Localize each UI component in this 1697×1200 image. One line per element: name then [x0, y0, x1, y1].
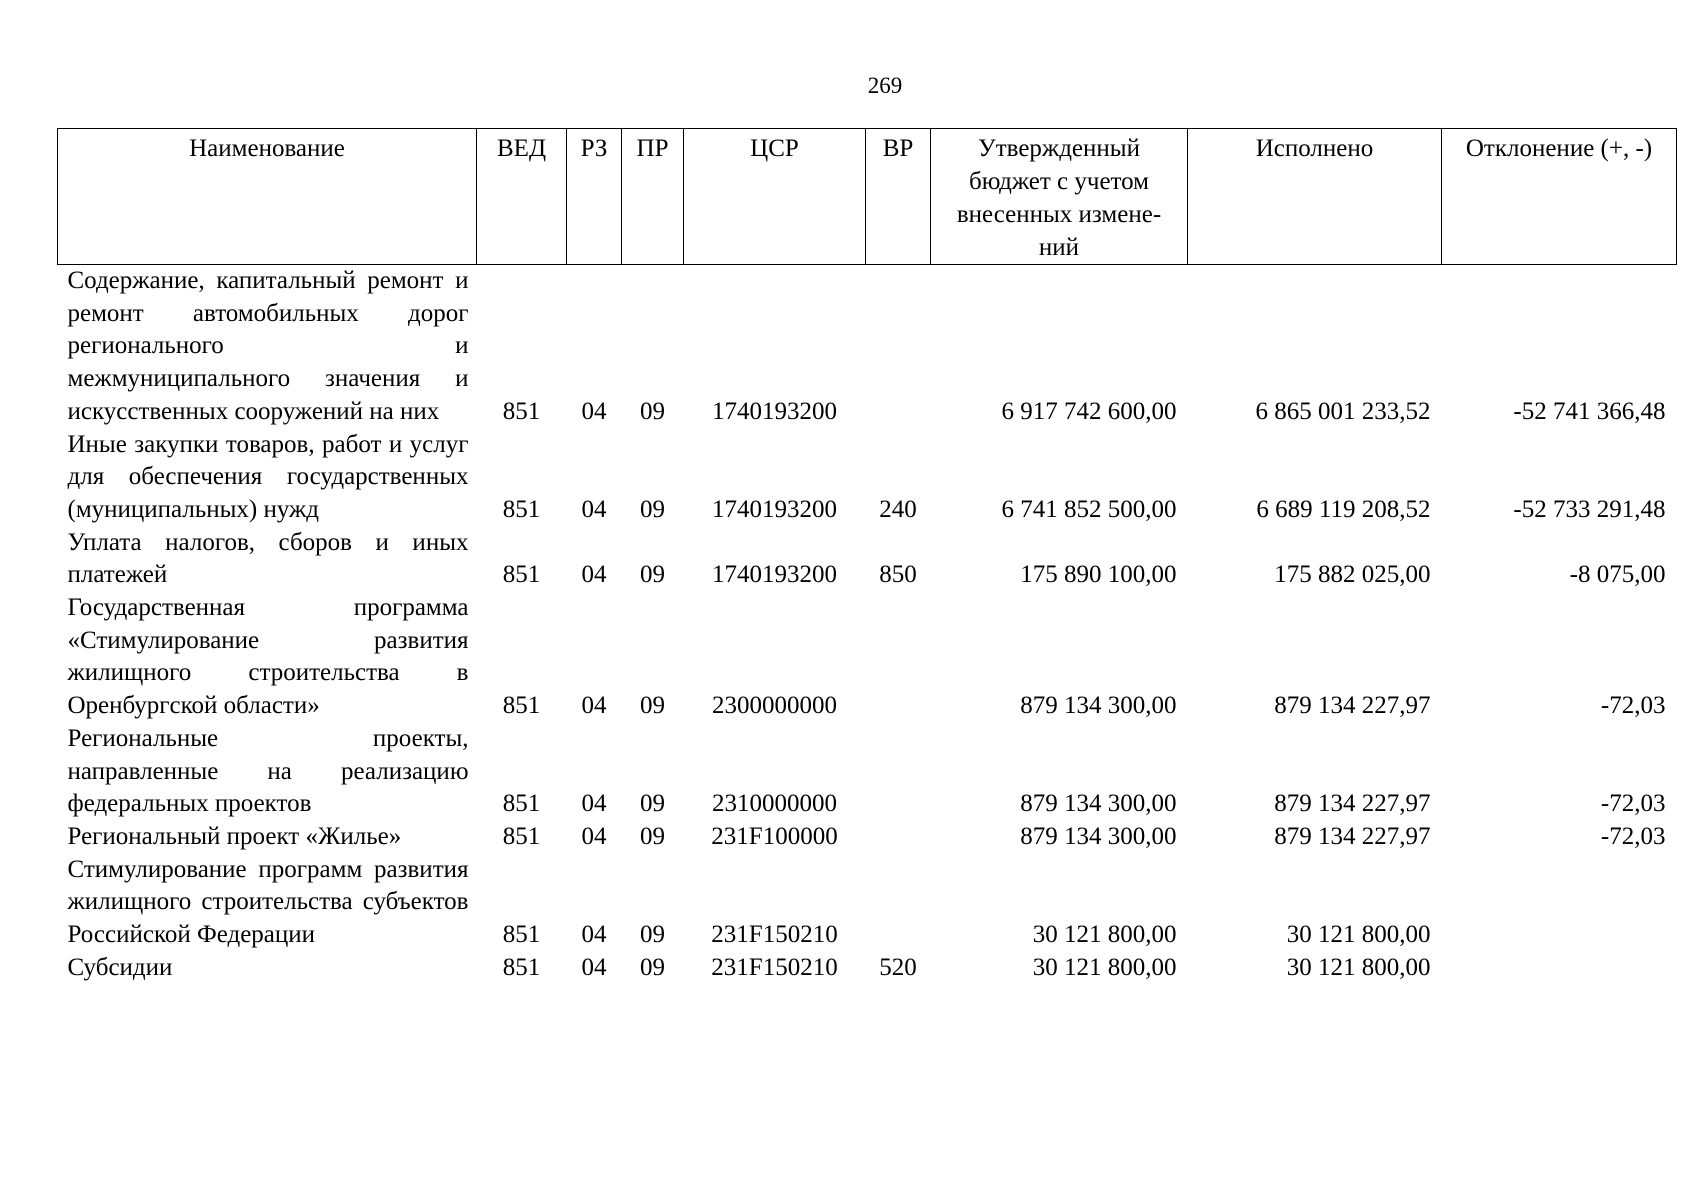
- row-executed: 879 134 227,97: [1274, 692, 1431, 720]
- table-header: [58, 129, 1677, 265]
- row-executed: 879 134 227,97: [1274, 790, 1431, 818]
- budget-execution-table: [57, 128, 1677, 984]
- page-number: 269: [867, 73, 903, 98]
- row-vr: [866, 592, 931, 723]
- row-rz: 04: [581, 495, 607, 523]
- row-deviation: -72,03: [1600, 692, 1666, 720]
- row-name: Содержание, капитальный ремонт и ремонт автомобильных дорог регионального и межмуниципального значения и искусственных сооружений на них: [67, 267, 469, 425]
- row-rz: 04: [581, 561, 607, 589]
- row-name: Субсидии: [67, 953, 173, 981]
- row-ved: 851: [502, 822, 541, 850]
- table-body: [58, 265, 1677, 985]
- header-pr: ПР: [622, 129, 684, 265]
- header-name: Наименование: [58, 129, 477, 265]
- header-ved: ВЕД: [477, 129, 567, 265]
- row-deviation: -52 733 291,48: [1513, 495, 1666, 523]
- row-vr: [866, 265, 931, 429]
- row-rz: 04: [581, 822, 607, 850]
- row-rz: 04: [581, 953, 607, 981]
- row-vr: 240: [879, 495, 917, 523]
- row-ved: 851: [502, 397, 541, 425]
- row-csr: 231F150210: [711, 953, 838, 981]
- row-name: Уплата налогов, сборов и иных платежей: [67, 528, 469, 589]
- row-executed: 30 121 800,00: [1286, 953, 1431, 981]
- row-ved: 851: [502, 692, 541, 720]
- row-rz: 04: [581, 790, 607, 818]
- row-name: Государственная программа «Стимулирование развития жилищного строительства в Оренбургской области»: [67, 594, 469, 720]
- row-rz: 04: [581, 921, 607, 949]
- row-csr: 1740193200: [712, 495, 837, 523]
- row-vr: [866, 821, 931, 854]
- row-executed: 30 121 800,00: [1286, 921, 1431, 949]
- header-approved: Утвержденный бюджет с учетом внесенных измене-ний: [931, 129, 1188, 265]
- table-row: [58, 952, 1677, 985]
- row-approved: 6 917 742 600,00: [1001, 397, 1177, 425]
- table-row: [58, 592, 1677, 723]
- row-csr: 231F100000: [711, 822, 838, 850]
- row-approved: 879 134 300,00: [1020, 790, 1177, 818]
- row-executed: 6 689 119 208,52: [1256, 495, 1431, 523]
- row-deviation: [1442, 952, 1677, 985]
- row-pr: 09: [640, 495, 665, 523]
- table-row: [58, 854, 1677, 952]
- row-csr: 2310000000: [712, 790, 837, 818]
- row-rz: 04: [581, 397, 607, 425]
- row-csr: 1740193200: [712, 397, 837, 425]
- row-approved: 6 741 852 500,00: [1001, 495, 1177, 523]
- row-executed: 175 882 025,00: [1274, 561, 1431, 589]
- row-csr: 1740193200: [712, 561, 837, 589]
- table-row: [58, 821, 1677, 854]
- header-csr: ЦСР: [684, 129, 866, 265]
- row-csr: 231F150210: [711, 921, 838, 949]
- row-executed: 879 134 227,97: [1274, 822, 1431, 850]
- table-row: [58, 527, 1677, 592]
- row-name: Региональный проект «Жилье»: [67, 822, 402, 850]
- row-approved: 879 134 300,00: [1020, 692, 1177, 720]
- row-ved: 851: [502, 921, 541, 949]
- row-pr: 09: [640, 397, 665, 425]
- row-pr: 09: [640, 921, 665, 949]
- row-approved: 879 134 300,00: [1020, 822, 1177, 850]
- row-pr: 09: [640, 561, 665, 589]
- row-vr: [866, 854, 931, 952]
- table-row: [58, 265, 1677, 429]
- row-pr: 09: [640, 692, 665, 720]
- row-vr: 520: [879, 953, 917, 981]
- row-ved: 851: [502, 561, 541, 589]
- row-deviation: -72,03: [1600, 790, 1666, 818]
- row-ved: 851: [502, 495, 541, 523]
- row-name: Стимулирование программ развития жилищного строительства субъектов Российской Федерации: [67, 855, 469, 949]
- row-pr: 09: [640, 822, 665, 850]
- header-vr: ВР: [866, 129, 931, 265]
- row-executed: 6 865 001 233,52: [1255, 397, 1431, 425]
- row-deviation: -8 075,00: [1569, 561, 1666, 589]
- row-name: Иные закупки товаров, работ и услуг для обеспечения государственных (муниципальных) нужд: [67, 430, 469, 523]
- row-name: Региональные проекты, направленные на реализацию федеральных проектов: [67, 724, 469, 818]
- header-row: [58, 129, 1677, 265]
- table-row: [58, 723, 1677, 821]
- row-approved: 30 121 800,00: [1032, 921, 1177, 949]
- row-vr: 850: [879, 561, 917, 589]
- row-csr: 2300000000: [712, 692, 837, 720]
- row-deviation: -52 741 366,48: [1513, 397, 1666, 425]
- header-rz: РЗ: [567, 129, 622, 265]
- row-ved: 851: [502, 790, 541, 818]
- row-approved: 175 890 100,00: [1020, 561, 1177, 589]
- row-approved: 30 121 800,00: [1032, 953, 1177, 981]
- header-executed: Исполнено: [1188, 129, 1442, 265]
- row-pr: 09: [640, 790, 665, 818]
- row-vr: [866, 723, 931, 821]
- row-rz: 04: [581, 692, 607, 720]
- row-deviation: [1442, 854, 1677, 952]
- header-deviation: Отклонение (+, -): [1442, 129, 1677, 265]
- row-deviation: -72,03: [1600, 822, 1666, 850]
- table-row: [58, 429, 1677, 527]
- row-pr: 09: [640, 953, 665, 981]
- row-ved: 851: [502, 953, 541, 981]
